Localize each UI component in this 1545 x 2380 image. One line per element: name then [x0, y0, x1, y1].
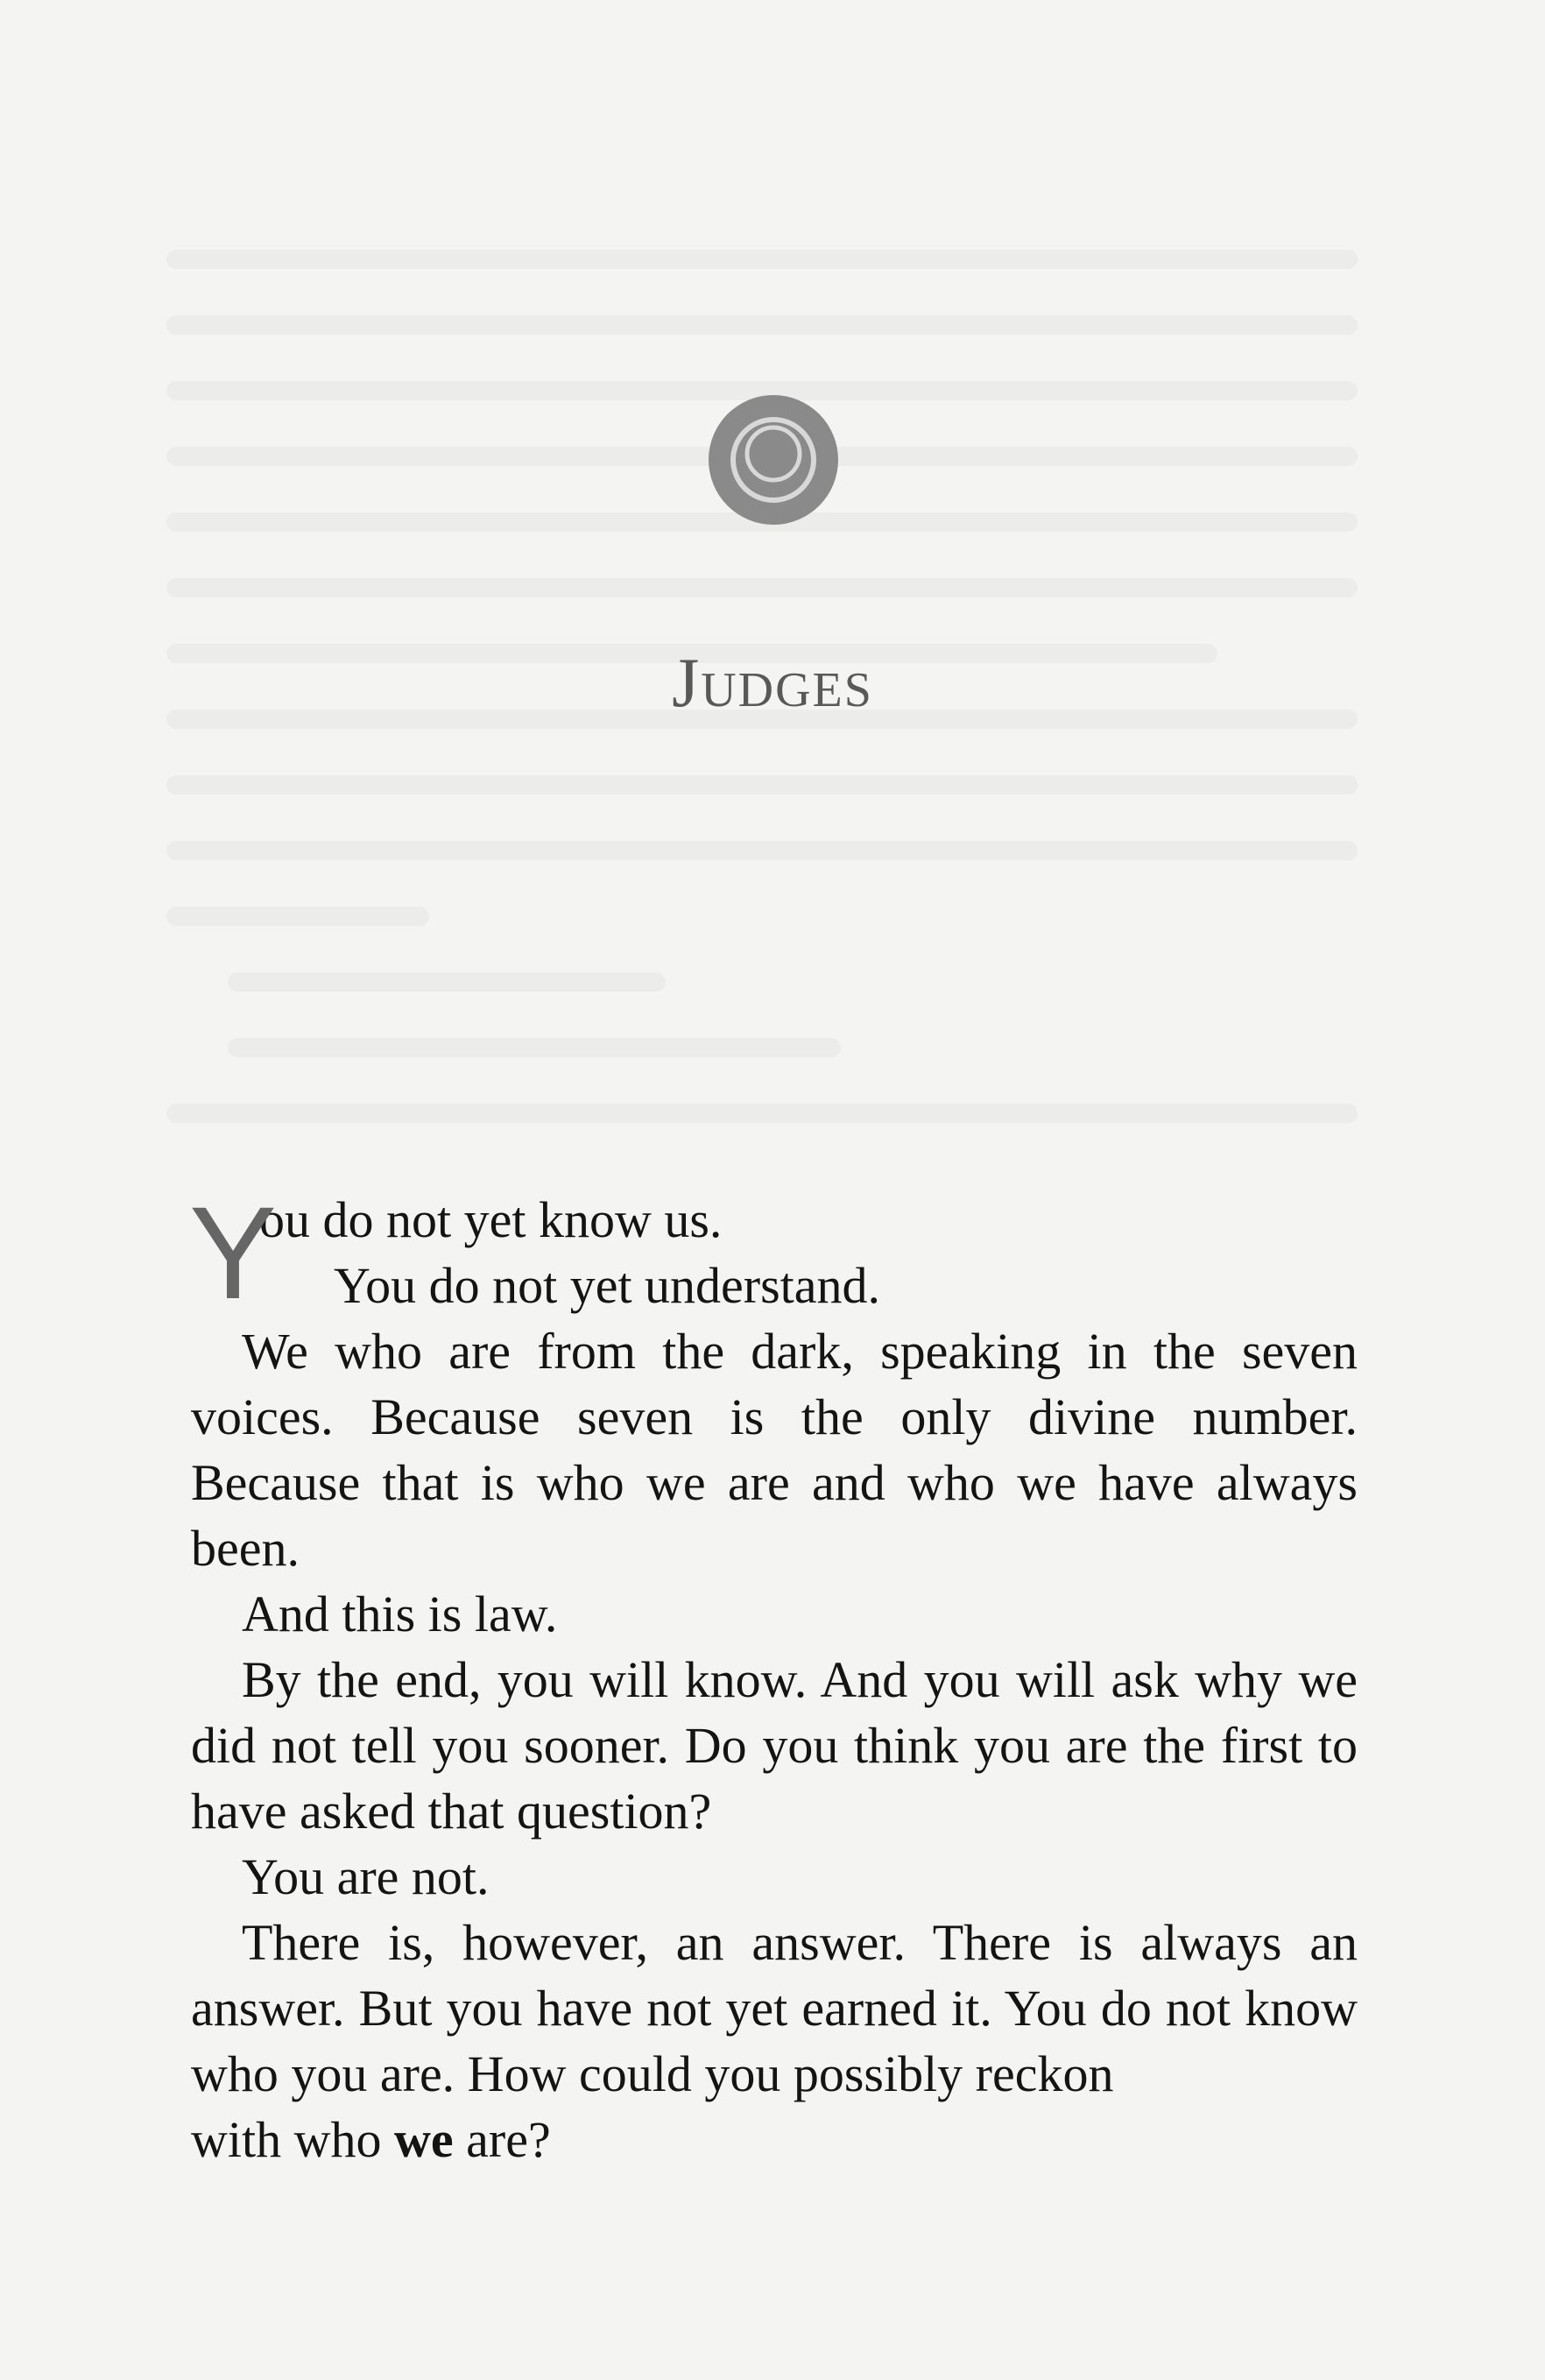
paragraph: And this is law. [242, 1585, 558, 1642]
chapter-body [189, 1179, 1358, 2172]
paragraph: We who are from the dark, speaking in the seven voices. Because seven is the only divine number. Because that is who we are and who we have always been. [191, 1323, 1358, 1577]
closing-line [191, 2107, 1358, 2172]
paragraph: You are not. [242, 1848, 490, 1905]
paragraph: By the end, you will know. And you will ask why we did not tell you sooner. Do you think you are the first to have asked that question? [191, 1651, 1358, 1840]
closing-text-before: with who [191, 2111, 394, 2168]
opening-line-2: You do not yet understand. [334, 1257, 881, 1314]
emphasis-we: we [394, 2111, 454, 2168]
drop-cap: Y [189, 1179, 278, 1326]
opening-line-1: ou do not yet know us. [259, 1191, 723, 1248]
opening-lines [189, 1179, 1358, 1326]
closing-text-after: are? [453, 2111, 551, 2168]
paragraph: There is, however, an answer. There is always an answer. But you have not yet earned it. You do not know who you are. How could you possibly reckon [191, 1914, 1358, 2102]
chapter-ornament-icon [708, 394, 839, 526]
chapter-title: Judges [672, 645, 873, 722]
